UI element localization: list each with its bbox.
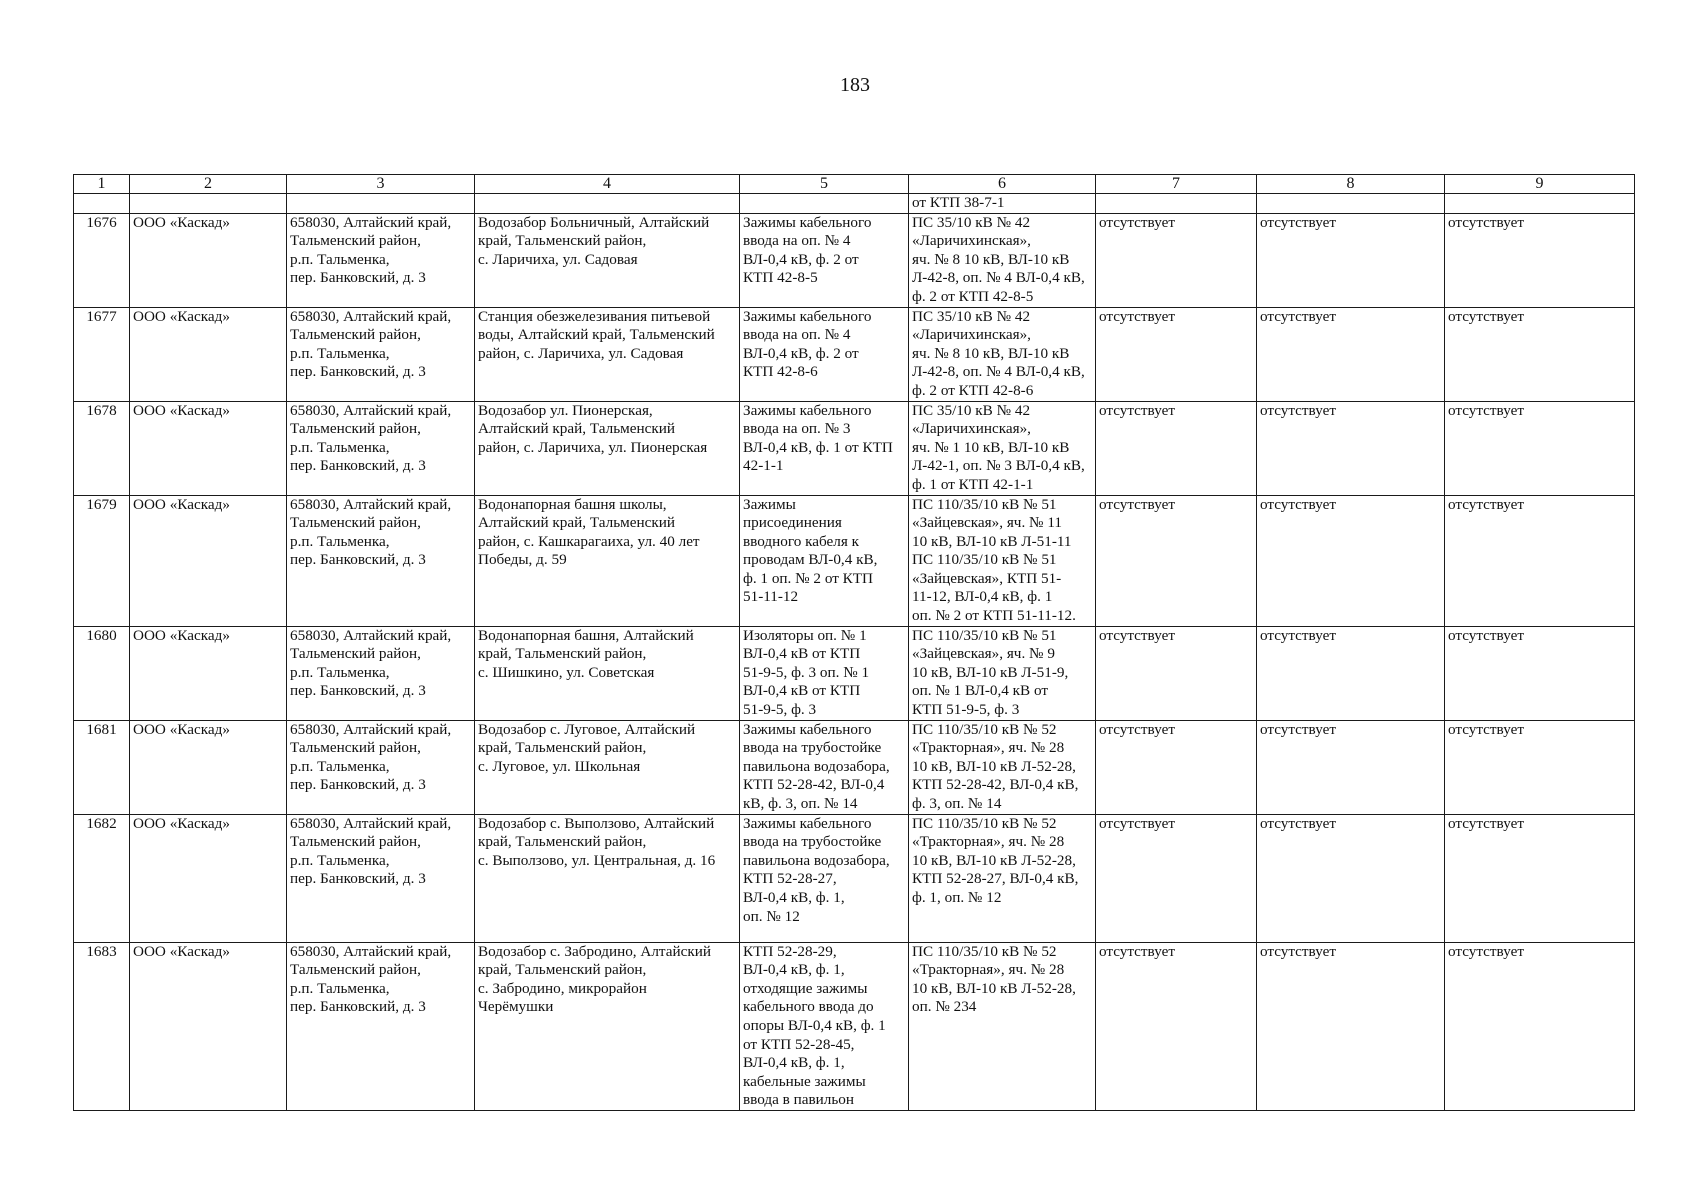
row-number: 1676: [74, 213, 130, 307]
organization-cell: ООО «Каскад»: [130, 814, 287, 942]
object-cell: Водозабор Больничный, Алтайский край, Тальменский район, с. Ларичиха, ул. Садовая: [475, 213, 740, 307]
row-number: 1677: [74, 307, 130, 401]
column-8-cell: отсутствует: [1257, 495, 1445, 626]
power-source-cell: ПС 110/35/10 кВ № 51 «Зайцевская», яч. № 11 10 кВ, ВЛ-10 кВ Л-51-11 ПС 110/35/10 кВ № 51 «Зайцевская», КТП 51- 11-12, ВЛ-0,4 кВ, ф. 1 оп. № 2 от КТП 51-11-12.: [909, 495, 1096, 626]
organization-cell: ООО «Каскад»: [130, 942, 287, 1110]
power-source-cell: ПС 35/10 кВ № 42 «Ларичихинская», яч. № 1 10 кВ, ВЛ-10 кВ Л-42-1, оп. № 3 ВЛ-0,4 кВ, ф. 1 от КТП 42-1-1: [909, 401, 1096, 495]
column-header: 7: [1096, 175, 1257, 194]
column-8-cell: отсутствует: [1257, 307, 1445, 401]
row-number: 1683: [74, 942, 130, 1110]
power-source-cell: ПС 35/10 кВ № 42 «Ларичихинская», яч. № 8 10 кВ, ВЛ-10 кВ Л-42-8, оп. № 4 ВЛ-0,4 кВ, ф. 2 от КТП 42-8-6: [909, 307, 1096, 401]
power-source-cell: ПС 110/35/10 кВ № 52 «Тракторная», яч. № 28 10 кВ, ВЛ-10 кВ Л-52-28, КТП 52-28-42, ВЛ-0,4 кВ, ф. 3, оп. № 14: [909, 720, 1096, 814]
table-cell: [475, 194, 740, 214]
column-header: 2: [130, 175, 287, 194]
object-cell: Водозабор с. Луговое, Алтайский край, Тальменский район, с. Луговое, ул. Школьная: [475, 720, 740, 814]
column-7-cell: отсутствует: [1096, 720, 1257, 814]
column-9-cell: отсутствует: [1445, 626, 1635, 720]
connection-point-cell: Зажимы присоединения вводного кабеля к проводам ВЛ-0,4 кВ, ф. 1 оп. № 2 от КТП 51-11-12: [740, 495, 909, 626]
table-row: [74, 401, 1635, 495]
row-number: 1682: [74, 814, 130, 942]
column-9-cell: отсутствует: [1445, 495, 1635, 626]
page-number: 183: [840, 74, 870, 96]
object-cell: Водозабор с. Забродино, Алтайский край, Тальменский район, с. Забродино, микрорайон Черёмушки: [475, 942, 740, 1110]
column-8-cell: отсутствует: [1257, 942, 1445, 1110]
organization-cell: ООО «Каскад»: [130, 307, 287, 401]
column-9-cell: отсутствует: [1445, 814, 1635, 942]
connection-point-cell: Зажимы кабельного ввода на оп. № 4 ВЛ-0,4 кВ, ф. 2 от КТП 42-8-5: [740, 213, 909, 307]
column-header: 4: [475, 175, 740, 194]
organization-cell: ООО «Каскад»: [130, 720, 287, 814]
column-header: 9: [1445, 175, 1635, 194]
object-cell: Водонапорная башня, Алтайский край, Тальменский район, с. Шишкино, ул. Советская: [475, 626, 740, 720]
connection-point-cell: Изоляторы оп. № 1 ВЛ-0,4 кВ от КТП 51-9-5, ф. 3 оп. № 1 ВЛ-0,4 кВ от КТП 51-9-5, ф. 3: [740, 626, 909, 720]
table-cell: [287, 194, 475, 214]
address-cell: 658030, Алтайский край, Тальменский район, р.п. Тальменка, пер. Банковский, д. 3: [287, 307, 475, 401]
address-cell: 658030, Алтайский край, Тальменский район, р.п. Тальменка, пер. Банковский, д. 3: [287, 401, 475, 495]
column-8-cell: отсутствует: [1257, 814, 1445, 942]
column-9-cell: отсутствует: [1445, 213, 1635, 307]
connection-point-cell: Зажимы кабельного ввода на трубостойке павильона водозабора, КТП 52-28-27, ВЛ-0,4 кВ, ф. 1, оп. № 12: [740, 814, 909, 942]
column-7-cell: отсутствует: [1096, 626, 1257, 720]
column-9-cell: отсутствует: [1445, 307, 1635, 401]
column-header: 3: [287, 175, 475, 194]
column-9-cell: отсутствует: [1445, 720, 1635, 814]
column-9-cell: отсутствует: [1445, 942, 1635, 1110]
address-cell: 658030, Алтайский край, Тальменский район, р.п. Тальменка, пер. Банковский, д. 3: [287, 942, 475, 1110]
register-table: [73, 174, 1635, 1111]
row-number: 1680: [74, 626, 130, 720]
object-cell: Водозабор ул. Пионерская, Алтайский край, Тальменский район, с. Ларичиха, ул. Пионерская: [475, 401, 740, 495]
connection-point-cell: Зажимы кабельного ввода на оп. № 3 ВЛ-0,4 кВ, ф. 1 от КТП 42-1-1: [740, 401, 909, 495]
table-row: [74, 720, 1635, 814]
organization-cell: ООО «Каскад»: [130, 213, 287, 307]
continuation-row: [74, 194, 1635, 214]
table-cell: [1445, 194, 1635, 214]
table-row: [74, 942, 1635, 1110]
column-9-cell: отсутствует: [1445, 401, 1635, 495]
power-source-cell: ПС 110/35/10 кВ № 52 «Тракторная», яч. № 28 10 кВ, ВЛ-10 кВ Л-52-28, КТП 52-28-27, ВЛ-0,4 кВ, ф. 1, оп. № 12: [909, 814, 1096, 942]
column-7-cell: отсутствует: [1096, 213, 1257, 307]
column-8-cell: отсутствует: [1257, 401, 1445, 495]
row-number: 1681: [74, 720, 130, 814]
column-7-cell: отсутствует: [1096, 495, 1257, 626]
table-row: [74, 814, 1635, 942]
column-header: 8: [1257, 175, 1445, 194]
table-row: [74, 626, 1635, 720]
object-cell: Водонапорная башня школы, Алтайский край, Тальменский район, с. Кашкарагаиха, ул. 40 лет Победы, д. 59: [475, 495, 740, 626]
table-row: [74, 307, 1635, 401]
table-cell: [130, 194, 287, 214]
row-number: 1678: [74, 401, 130, 495]
power-source-cell: ПС 35/10 кВ № 42 «Ларичихинская», яч. № 8 10 кВ, ВЛ-10 кВ Л-42-8, оп. № 4 ВЛ-0,4 кВ, ф. 2 от КТП 42-8-5: [909, 213, 1096, 307]
power-source-cell: ПС 110/35/10 кВ № 52 «Тракторная», яч. № 28 10 кВ, ВЛ-10 кВ Л-52-28, оп. № 234: [909, 942, 1096, 1110]
connection-point-cell: Зажимы кабельного ввода на трубостойке павильона водозабора, КТП 52-28-42, ВЛ-0,4 кВ, ф. 3, оп. № 14: [740, 720, 909, 814]
table-cell: [740, 194, 909, 214]
row-number: 1679: [74, 495, 130, 626]
address-cell: 658030, Алтайский край, Тальменский район, р.п. Тальменка, пер. Банковский, д. 3: [287, 720, 475, 814]
column-7-cell: отсутствует: [1096, 401, 1257, 495]
organization-cell: ООО «Каскад»: [130, 495, 287, 626]
table-row: [74, 213, 1635, 307]
organization-cell: ООО «Каскад»: [130, 401, 287, 495]
column-header: 1: [74, 175, 130, 194]
address-cell: 658030, Алтайский край, Тальменский район, р.п. Тальменка, пер. Банковский, д. 3: [287, 626, 475, 720]
column-number-header-row: [74, 175, 1635, 194]
table-cell: [1096, 194, 1257, 214]
column-7-cell: отсутствует: [1096, 307, 1257, 401]
column-7-cell: отсутствует: [1096, 814, 1257, 942]
table-row: [74, 495, 1635, 626]
column-8-cell: отсутствует: [1257, 720, 1445, 814]
object-cell: Станция обезжелезивания питьевой воды, Алтайский край, Тальменский район, с. Ларичиха, ул. Садовая: [475, 307, 740, 401]
power-source-cell: ПС 110/35/10 кВ № 51 «Зайцевская», яч. № 9 10 кВ, ВЛ-10 кВ Л-51-9, оп. № 1 ВЛ-0,4 кВ от КТП 51-9-5, ф. 3: [909, 626, 1096, 720]
address-cell: 658030, Алтайский край, Тальменский район, р.п. Тальменка, пер. Банковский, д. 3: [287, 495, 475, 626]
organization-cell: ООО «Каскад»: [130, 626, 287, 720]
connection-point-cell: Зажимы кабельного ввода на оп. № 4 ВЛ-0,4 кВ, ф. 2 от КТП 42-8-6: [740, 307, 909, 401]
column-7-cell: отсутствует: [1096, 942, 1257, 1110]
column-8-cell: отсутствует: [1257, 626, 1445, 720]
column-header: 5: [740, 175, 909, 194]
table-cell: [1257, 194, 1445, 214]
address-cell: 658030, Алтайский край, Тальменский район, р.п. Тальменка, пер. Банковский, д. 3: [287, 814, 475, 942]
table-cell: [74, 194, 130, 214]
column-header: 6: [909, 175, 1096, 194]
object-cell: Водозабор с. Выползово, Алтайский край, Тальменский район, с. Выползово, ул. Центральная, д. 16: [475, 814, 740, 942]
column-8-cell: отсутствует: [1257, 213, 1445, 307]
connection-point-cell: КТП 52-28-29, ВЛ-0,4 кВ, ф. 1, отходящие зажимы кабельного ввода до опоры ВЛ-0,4 кВ, ф. 1 от КТП 52-28-45, ВЛ-0,4 кВ, ф. 1, кабельные зажимы ввода в павильон: [740, 942, 909, 1110]
address-cell: 658030, Алтайский край, Тальменский район, р.п. Тальменка, пер. Банковский, д. 3: [287, 213, 475, 307]
table-cell: от КТП 38-7-1: [909, 194, 1096, 214]
